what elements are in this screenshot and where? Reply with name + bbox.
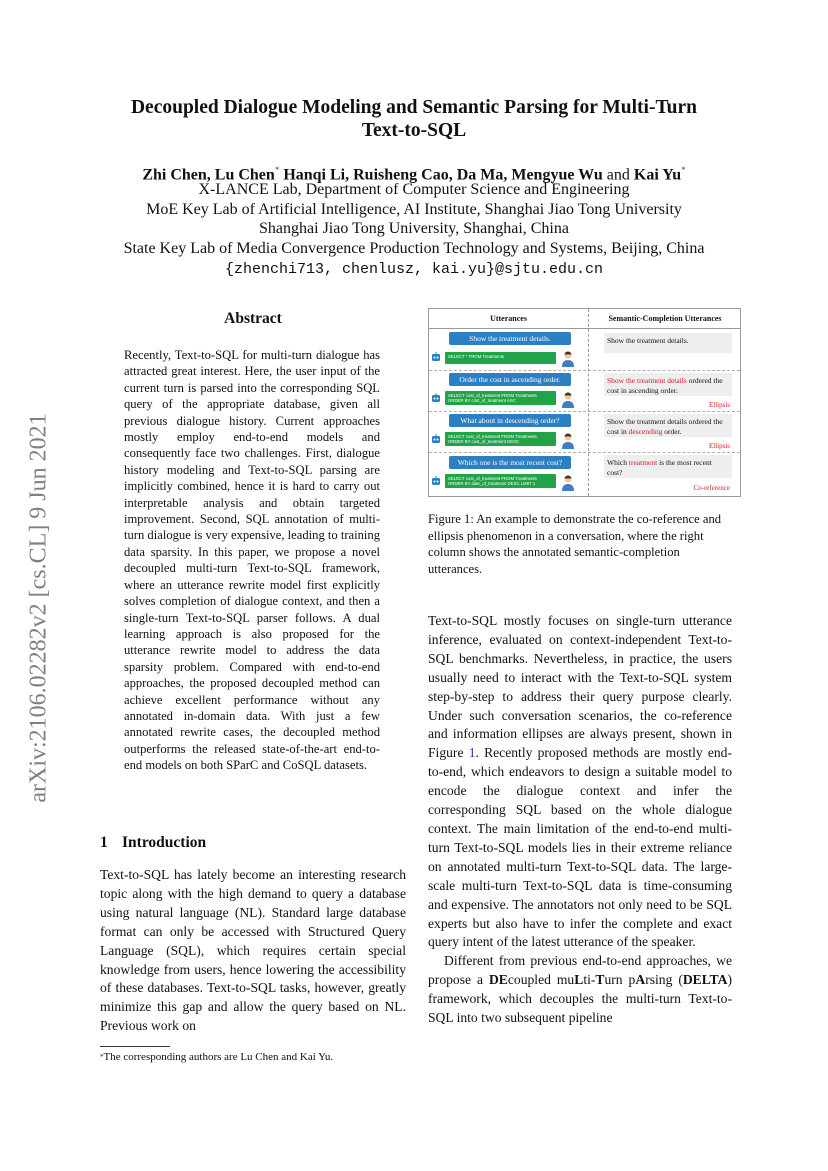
affiliation-1: X-LANCE Lab, Department of Computer Science and Engineering [198, 181, 630, 198]
authors-first: Zhi Chen, Lu Chen [142, 166, 275, 184]
sql-query-1 [445, 352, 556, 364]
section-title: Introduction [122, 834, 207, 851]
semantic-completion-2 [604, 373, 732, 396]
acronym-letter: A [635, 972, 646, 988]
robot-icon [431, 352, 441, 362]
intro-paragraph-3 [428, 952, 732, 1028]
person-icon [561, 432, 575, 449]
intro-p3-text: coupled mu [507, 972, 575, 988]
authors-and: and [606, 166, 630, 184]
sc-3-text-b: order. [662, 426, 682, 436]
intro-p3-text: ) framework, which decouples the multi-turn Text-to-SQL into two subsequent pipeline [428, 972, 732, 1026]
acronym-letter: DE [488, 972, 508, 988]
footnote [100, 1050, 406, 1064]
user-utterance-3: What about in descending order? [449, 414, 571, 427]
framework-name: DELTA [682, 972, 728, 988]
sc-4-text-b: is the most recent cost? [607, 458, 712, 477]
coreference-tag: Co-reference [693, 484, 730, 492]
semantic-completion-3 [604, 414, 732, 437]
sc-4-text-a: Which [607, 458, 629, 467]
intro-p3-text: urn p [604, 972, 636, 988]
figure-header-utterances: Utterances [490, 314, 527, 323]
robot-icon [431, 393, 441, 403]
arxiv-identifier: arXiv:2106.02282v2 [cs.CL] 9 Jun 2021 [25, 413, 52, 803]
acronym-letter: T [595, 972, 605, 988]
abstract-body: Recently, Text-to-SQL for multi-turn dialogue has attracted great interest. Here, the user input of the current turn is parsed into the corresponding SQL query of the appropriate database, given all previous dialogue history. Current approaches mostly employ end-to-end models and consequently face two challenges. First, dialogue history modeling and Text-to-SQL parsing are implicitly combined, hence it is hard to carry out interpretable analysis and obtain targeted improvement. Second, SQL annotation of multi-turn dialogue is very expensive, leading to training data sparsity. In this paper, we propose a novel decoupled multi-turn Text-to-SQL framework, where an utterance rewrite model first explicitly solves completion of dialogue context, and then a single-turn Text-to-SQL parser follows. A dual learning approach is also proposed for the utterance rewrite model to address the data sparsity problem. Compared with end-to-end approaches, the proposed decoupled method can achieve excellent performance without any annotated in-domain data. With just a few annotated rewrite cases, the decoupled method outperforms the released state-of-the-art end-to-end models on both SParC and CoSQL datasets. [124, 348, 381, 773]
sql-query-2-line1: SELECT cost_of_treatment FROM Treatments [448, 393, 537, 398]
figure-header-semantic: Semantic-Completion Utterances [608, 314, 722, 323]
sql-query-4 [445, 474, 556, 488]
person-icon [561, 391, 575, 408]
intro-p2-text-b: . Recently proposed methods are mostly end-to-end, which endeavors to design a suitable model to encode the dialogue context and infer the corresponding SQL based on the whole dialogue context. The main limitation of the end-to-end multi-turn Text-to-SQL models lies in their extreme reliance on annotated multi-turn Text-to-SQL data. The large-scale multi-turn Text-to-SQL data is time-consuming and expensive. The annotators not only need to be SQL experts but also have to infer the complete and exact query intent of the latest utterance of the speaker. [428, 745, 733, 950]
sc-3-text-a: Show the treatment details ordered the cost in [607, 417, 723, 436]
sc-2-text: ordered the cost in ascending order. [607, 376, 723, 395]
author-emails: {zhenchi713, chenlusz, kai.yu}@sjtu.edu.cn [224, 261, 604, 278]
affiliation-4: State Key Lab of Media Convergence Production Technology and Systems, Beijing, China [123, 240, 705, 257]
figure-row-divider [429, 370, 740, 371]
intro-p3-text: Different from previous end-to-end approaches, we propose a [428, 953, 732, 988]
arxiv-sidebar [18, 378, 60, 838]
sql-query-3-line2: ORDER BY cost_of_treatment DESC [448, 439, 520, 445]
intro-left-column [100, 866, 406, 1036]
figure-header-divider [429, 328, 740, 329]
section-heading-introduction [100, 834, 206, 852]
affiliation-3: Shanghai Jiao Tong University, Shanghai, China [259, 220, 569, 237]
robot-icon [431, 476, 441, 486]
intro-p3-text: ti- [583, 972, 596, 988]
affiliation-2: MoE Key Lab of Artificial Intelligence, AI Institute, Shanghai Jiao Tong University [146, 201, 682, 218]
sc-4-red: treatment [628, 458, 658, 467]
author-mark-1: * [274, 165, 280, 175]
intro-paragraph-1: Text-to-SQL has lately become an interesting research topic along with the high demand to query a database using natural language (NL). Standard large database format can only be accessed with Structured Query Language (SQL), which requires certain special knowledge from users, hence lowering the accessibility of these databases. Text-to-SQL tasks, however, greatly minimize this gap and allow the query based on NL. Previous work on [100, 867, 406, 1034]
sc-2-red-a: Show the [607, 376, 637, 385]
sc-3-red: descending [628, 426, 663, 436]
intro-p2-text-a: Text-to-SQL mostly focuses on single-turn utterance inference, evaluated on context-independent Text-to-SQL benchmarks. Nevertheless, in practice, the users usually need to interact with the Text-to-SQL system step-by-step to address their query purpose clearly. Under such conversation scenarios, the co-reference and information ellipses are always present, shown in Figure [428, 613, 732, 761]
section-number: 1 [100, 834, 108, 851]
abstract-heading: Abstract [224, 310, 282, 327]
intro-paragraph-2 [428, 612, 732, 952]
intro-p3-text: rsing ( [645, 972, 683, 988]
semantic-completion-1 [604, 333, 732, 353]
sql-query-4-line1: SELECT cost_of_treatment FROM Treatments [448, 476, 537, 481]
paper-title-line1: Decoupled Dialogue Modeling and Semantic Parsing for Multi-Turn [130, 97, 698, 118]
figure-1 [428, 308, 741, 497]
semantic-completion-4 [604, 455, 732, 478]
intro-right-column [428, 612, 732, 1028]
person-icon [561, 350, 575, 367]
sql-query-2 [445, 391, 556, 405]
robot-icon [431, 434, 441, 444]
ellipsis-tag: Ellipsis [708, 442, 730, 450]
sc-1-text: Show the treatment details. [607, 336, 689, 345]
ellipsis-tag: Ellipsis [708, 401, 730, 409]
figure-row-divider [429, 411, 740, 412]
paper-title [0, 96, 828, 142]
user-utterance-2: Order the cost in ascending order. [449, 373, 571, 386]
sql-query-2-line2: ORDER BY cost_of_treatment ASC [448, 398, 516, 404]
figure-column-divider [588, 309, 589, 496]
authors-last: Kai Yu [633, 166, 682, 184]
email-line [0, 259, 828, 280]
sql-query-1-line1: SELECT * FROM Treatments [448, 354, 505, 359]
sql-query-4-line2: ORDER BY date_of_treatment DESC LIMIT 1 [448, 481, 536, 487]
figure-reference-link[interactable]: 1 [468, 745, 476, 761]
acronym-letter: L [574, 972, 584, 988]
footnote-rule [100, 1046, 170, 1047]
footnote-mark: * [100, 1053, 104, 1061]
authors-middle: Hanqi Li, Ruisheng Cao, Da Ma, Mengyue Wu [279, 166, 603, 184]
figure-caption: Figure 1: An example to demonstrate the co-reference and ellipsis phenomenon in a conversation, where the right column shows the annotated semantic-completion utterances. [428, 512, 722, 576]
figure-row-divider [429, 452, 740, 453]
person-icon [561, 474, 575, 491]
footnote-text: The corresponding authors are Lu Chen and Kai Yu. [103, 1051, 334, 1063]
author-mark-2: * [681, 165, 686, 175]
user-utterance-4: Which one is the most recent cost? [449, 456, 571, 469]
user-utterance-1: Show the treatment details. [449, 332, 571, 345]
paper-title-line2: Text-to-SQL [361, 120, 467, 141]
sc-2-red-b: treatment details [637, 376, 687, 385]
sql-query-3-line1: SELECT cost_of_treatment FROM Treatments [448, 434, 537, 439]
sql-query-3 [445, 432, 556, 446]
